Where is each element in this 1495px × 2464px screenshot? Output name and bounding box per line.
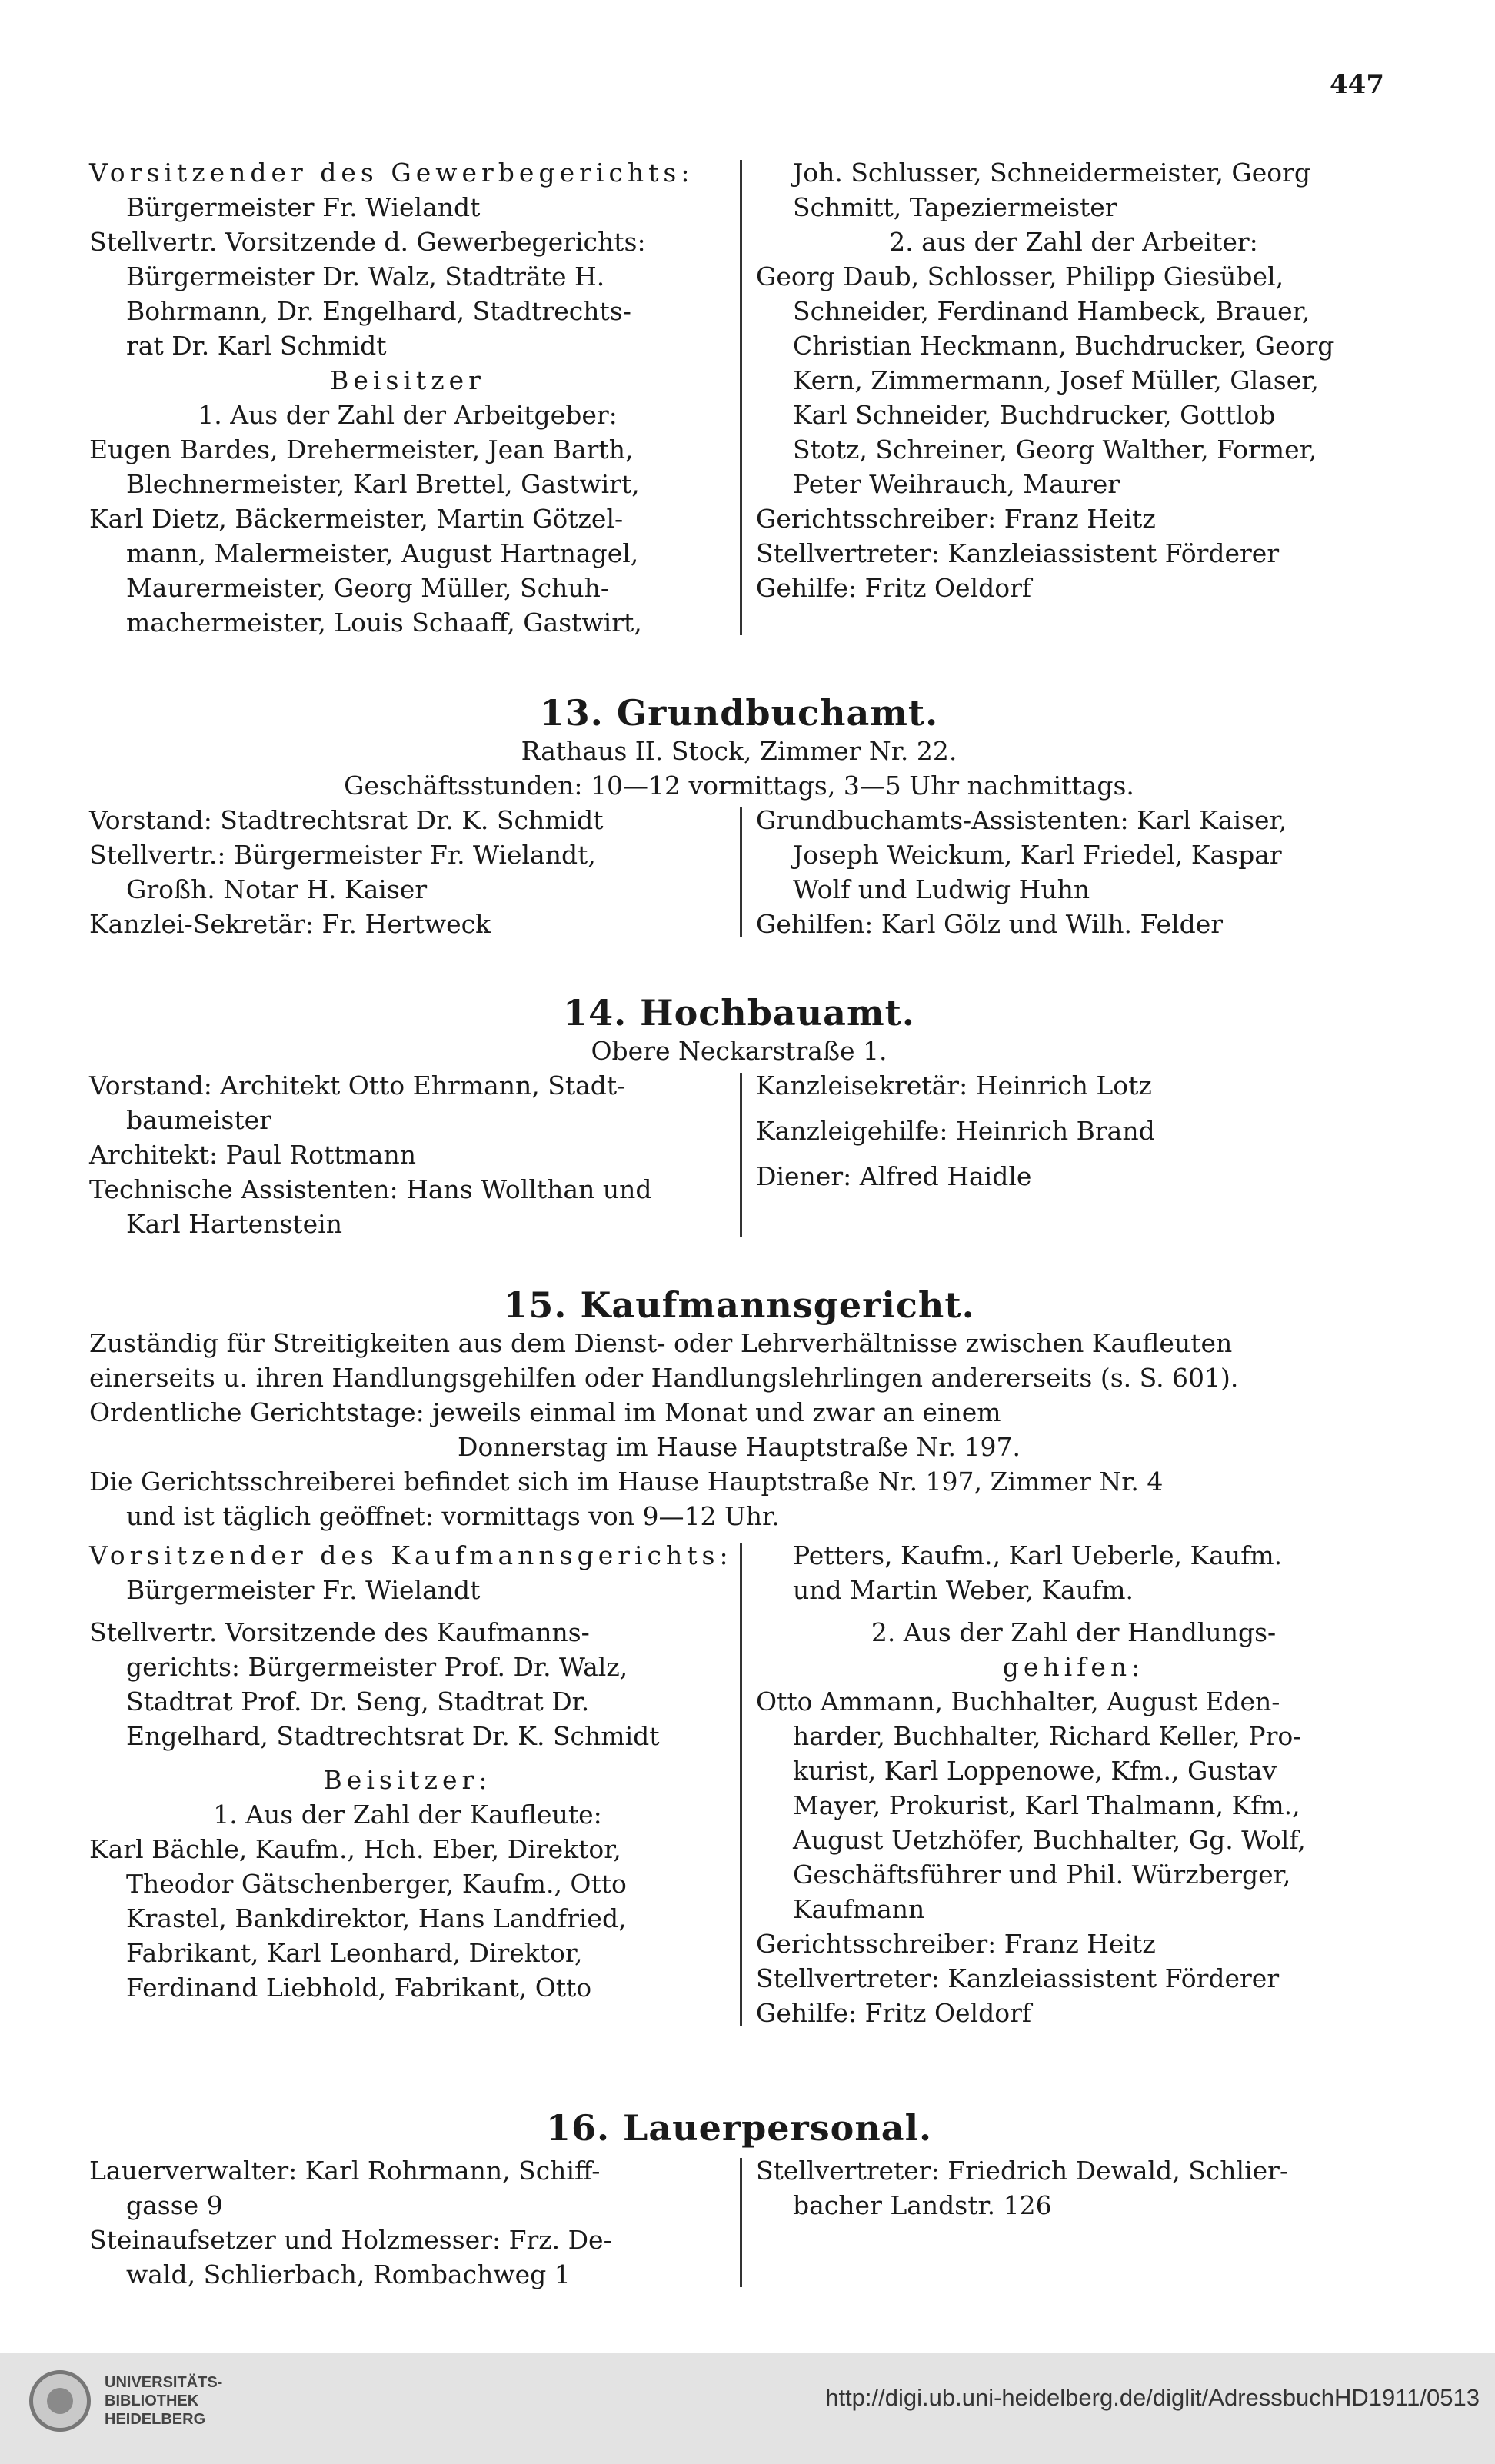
text-line: Gehilfe: Fritz Oeldorf [756, 573, 1032, 603]
text-line: Krastel, Bankdirektor, Hans Landfried, [126, 1903, 627, 1933]
text-line: machermeister, Louis Schaaff, Gastwirt, [126, 608, 642, 638]
text-line: baumeister [126, 1105, 271, 1135]
text-line: bacher Landstr. 126 [793, 2190, 1052, 2220]
text-line: Georg Daub, Schlosser, Philipp Giesübel, [756, 261, 1284, 291]
left-column [89, 803, 740, 941]
section-title: 14. Hochbauamt. [563, 992, 915, 1034]
text-line: Maurermeister, Georg Müller, Schuh- [126, 573, 609, 603]
text-line: Geschäftsführer und Phil. Würzberger, [793, 1860, 1291, 1890]
text-line: gasse 9 [126, 2190, 223, 2220]
library-name [105, 2373, 222, 2429]
right-column [742, 1538, 1391, 2030]
text-line: Petters, Kaufm., Karl Ueberle, Kaufm. [793, 1540, 1283, 1570]
text-line: Gerichtsschreiber: Franz Heitz [756, 1929, 1156, 1959]
text-line: rat Dr. Karl Schmidt [126, 331, 387, 361]
text-line: Diener: Alfred Haidle [756, 1161, 1032, 1191]
text-line: Vorstand: Stadtrechtsrat Dr. K. Schmidt [89, 805, 604, 835]
text-line: Karl Bächle, Kaufm., Hch. Eber, Direktor, [89, 1834, 621, 1864]
section-address: Obere Neckarstraße 1. [591, 1036, 887, 1066]
section-15-kaufmannsgericht [89, 1284, 1389, 2030]
text-line: Engelhard, Stadtrechtsrat Dr. K. Schmidt [126, 1721, 660, 1751]
text-line: Kanzleisekretär: Heinrich Lotz [756, 1071, 1152, 1100]
logo-line: HEIDELBERG [105, 2411, 206, 2428]
text-line: Gehilfen: Karl Gölz und Wilh. Felder [756, 909, 1224, 939]
source-url[interactable]: http://digi.ub.uni-heidelberg.de/diglit/AdressbuchHD1911/0513 [825, 2384, 1480, 2411]
section-12-continuation [89, 155, 1389, 640]
text-line: Christian Heckmann, Buchdrucker, Georg [793, 331, 1334, 361]
section-16-lauerpersonal [89, 2107, 1389, 2292]
left-column [89, 1068, 740, 1241]
text-line: Bürgermeister Dr. Walz, Stadträte H. [126, 261, 605, 291]
text-line: Wolf und Ludwig Huhn [793, 874, 1090, 904]
text-line: wald, Schlierbach, Rombachweg 1 [126, 2259, 571, 2289]
text-line: Stellvertr.: Bürgermeister Fr. Wielandt, [89, 840, 596, 870]
section-13-grundbuchamt [89, 692, 1389, 941]
right-column [742, 155, 1391, 640]
page-number: 447 [1330, 69, 1384, 100]
text-line: Karl Schneider, Buchdrucker, Gottlob [793, 400, 1276, 430]
text-line: Schneider, Ferdinand Hambeck, Brauer, [793, 296, 1310, 326]
text-line: Die Gerichtsschreiberei befindet sich im Hause Hauptstraße Nr. 197, Zimmer Nr. 4 [89, 1467, 1164, 1497]
text-line: Eugen Bardes, Drehermeister, Jean Barth, [89, 435, 634, 464]
section-title: 16. Lauerpersonal. [545, 2107, 933, 2149]
text-line: Vorstand: Architekt Otto Ehrmann, Stadt- [89, 1071, 626, 1100]
text-line: Stotz, Schreiner, Georg Walther, Former, [793, 435, 1317, 464]
text-line: August Uetzhöfer, Buchhalter, Gg. Wolf, [793, 1825, 1306, 1855]
text-line: Vorsitzender des Kaufmannsgerichts: [89, 1540, 733, 1570]
text-line: Gehilfe: Fritz Oeldorf [756, 1998, 1032, 2028]
right-column [742, 2153, 1391, 2292]
subheading: Beisitzer [330, 365, 485, 395]
text-line: Stellvertr. Vorsitzende d. Gewerbegerichts: [89, 227, 646, 257]
section-hours: Geschäftsstunden: 10—12 vormittags, 3—5 Uhr nachmittags. [344, 771, 1134, 801]
text-line: Kern, Zimmermann, Josef Müller, Glaser, [793, 365, 1319, 395]
text-line: Theodor Gätschenberger, Kaufm., Otto [126, 1869, 627, 1899]
text-line: Architekt: Paul Rottmann [89, 1140, 416, 1170]
text-line: Großh. Notar H. Kaiser [126, 874, 428, 904]
digitization-footer [0, 2353, 1495, 2464]
text-line: Karl Dietz, Bäckermeister, Martin Götzel- [89, 504, 624, 534]
text-line: Otto Ammann, Buchhalter, August Eden- [756, 1687, 1280, 1716]
left-column [89, 2153, 740, 2292]
left-column [89, 1538, 740, 2030]
text-line: Kanzleigehilfe: Heinrich Brand [756, 1116, 1155, 1146]
text-line: Bürgermeister Fr. Wielandt [126, 192, 481, 222]
text-line: Karl Hartenstein [126, 1209, 342, 1239]
text-line: einerseits u. ihren Handlungsgehilfen oder Handlungslehrlingen andererseits (s. S. 601). [89, 1363, 1239, 1393]
text-line: Technische Assistenten: Hans Wollthan und [89, 1174, 652, 1204]
text-line: Grundbuchamts-Assistenten: Karl Kaiser, [756, 805, 1287, 835]
text-line: Fabrikant, Karl Leonhard, Direktor, [126, 1938, 583, 1968]
subheading: 1. Aus der Zahl der Arbeitgeber: [198, 400, 618, 430]
text-line: Joseph Weickum, Karl Friedel, Kaspar [793, 840, 1282, 870]
text-line: Stellvertreter: Kanzleiassistent Förderer [756, 1963, 1280, 1993]
text-line: Peter Weihrauch, Maurer [793, 469, 1120, 499]
subheading: gehifen: [1002, 1652, 1145, 1682]
text-line: Mayer, Prokurist, Karl Thalmann, Kfm., [793, 1790, 1300, 1820]
subheading: 2. aus der Zahl der Arbeiter: [889, 227, 1258, 257]
text-line: Lauerverwalter: Karl Rohrmann, Schiff- [89, 2156, 601, 2186]
text-line: Steinaufsetzer und Holzmesser: Frz. De- [89, 2225, 612, 2255]
seal-icon [29, 2370, 91, 2432]
right-column [742, 1068, 1391, 1241]
section-title: 15. Kaufmannsgericht. [503, 1284, 975, 1326]
text-line: kurist, Karl Loppenowe, Kfm., Gustav [793, 1756, 1277, 1786]
text-line: und Martin Weber, Kaufm. [793, 1575, 1134, 1605]
section-14-hochbauamt [89, 992, 1389, 1241]
subheading: 2. Aus der Zahl der Handlungs- [871, 1617, 1277, 1647]
left-column [89, 155, 740, 640]
text-line: Ferdinand Liebhold, Fabrikant, Otto [126, 1973, 592, 2003]
text-line: Bohrmann, Dr. Engelhard, Stadtrechts- [126, 296, 631, 326]
text-line: harder, Buchhalter, Richard Keller, Pro- [793, 1721, 1302, 1751]
text-line: Gerichtsschreiber: Franz Heitz [756, 504, 1156, 534]
text-line: Stellvertreter: Friedrich Dewald, Schlier- [756, 2156, 1289, 2186]
text-line: gerichts: Bürgermeister Prof. Dr. Walz, [126, 1652, 628, 1682]
text-line: Stellvertreter: Kanzleiassistent Förderer [756, 538, 1280, 568]
text-line: Kanzlei-Sekretär: Fr. Hertweck [89, 909, 491, 939]
right-column [742, 803, 1391, 941]
text-line: Bürgermeister Fr. Wielandt [126, 1575, 481, 1605]
subheading: Beisitzer: [323, 1765, 492, 1795]
text-line: Zuständig für Streitigkeiten aus dem Dienst- oder Lehrverhältnisse zwischen Kaufleuten [89, 1328, 1233, 1358]
section-title: 13. Grundbuchamt. [539, 692, 939, 734]
text-line: Stadtrat Prof. Dr. Seng, Stadtrat Dr. [126, 1687, 590, 1716]
text-line: Ordentliche Gerichtstage: jeweils einmal im Monat und zwar an einem [89, 1397, 1001, 1427]
logo-line: BIBLIOTHEK [105, 2392, 199, 2409]
text-line: Vorsitzender des Gewerbegerichts: [89, 158, 694, 188]
text-line: mann, Malermeister, August Hartnagel, [126, 538, 639, 568]
text-line: Donnerstag im Hause Hauptstraße Nr. 197. [458, 1432, 1021, 1462]
section-address: Rathaus II. Stock, Zimmer Nr. 22. [521, 736, 957, 766]
library-logo [29, 2370, 222, 2432]
text-line: Joh. Schlusser, Schneidermeister, Georg [793, 158, 1311, 188]
text-line: Schmitt, Tapeziermeister [793, 192, 1117, 222]
text-line: Blechnermeister, Karl Brettel, Gastwirt, [126, 469, 640, 499]
text-line: Kaufmann [793, 1894, 925, 1924]
section-intro [89, 1326, 1389, 1533]
text-line: und ist täglich geöffnet: vormittags von 9—12 Uhr. [126, 1501, 780, 1531]
text-line: Stellvertr. Vorsitzende des Kaufmanns- [89, 1617, 590, 1647]
subheading: 1. Aus der Zahl der Kaufleute: [213, 1800, 602, 1830]
logo-line: UNIVERSITÄTS- [105, 2374, 223, 2391]
